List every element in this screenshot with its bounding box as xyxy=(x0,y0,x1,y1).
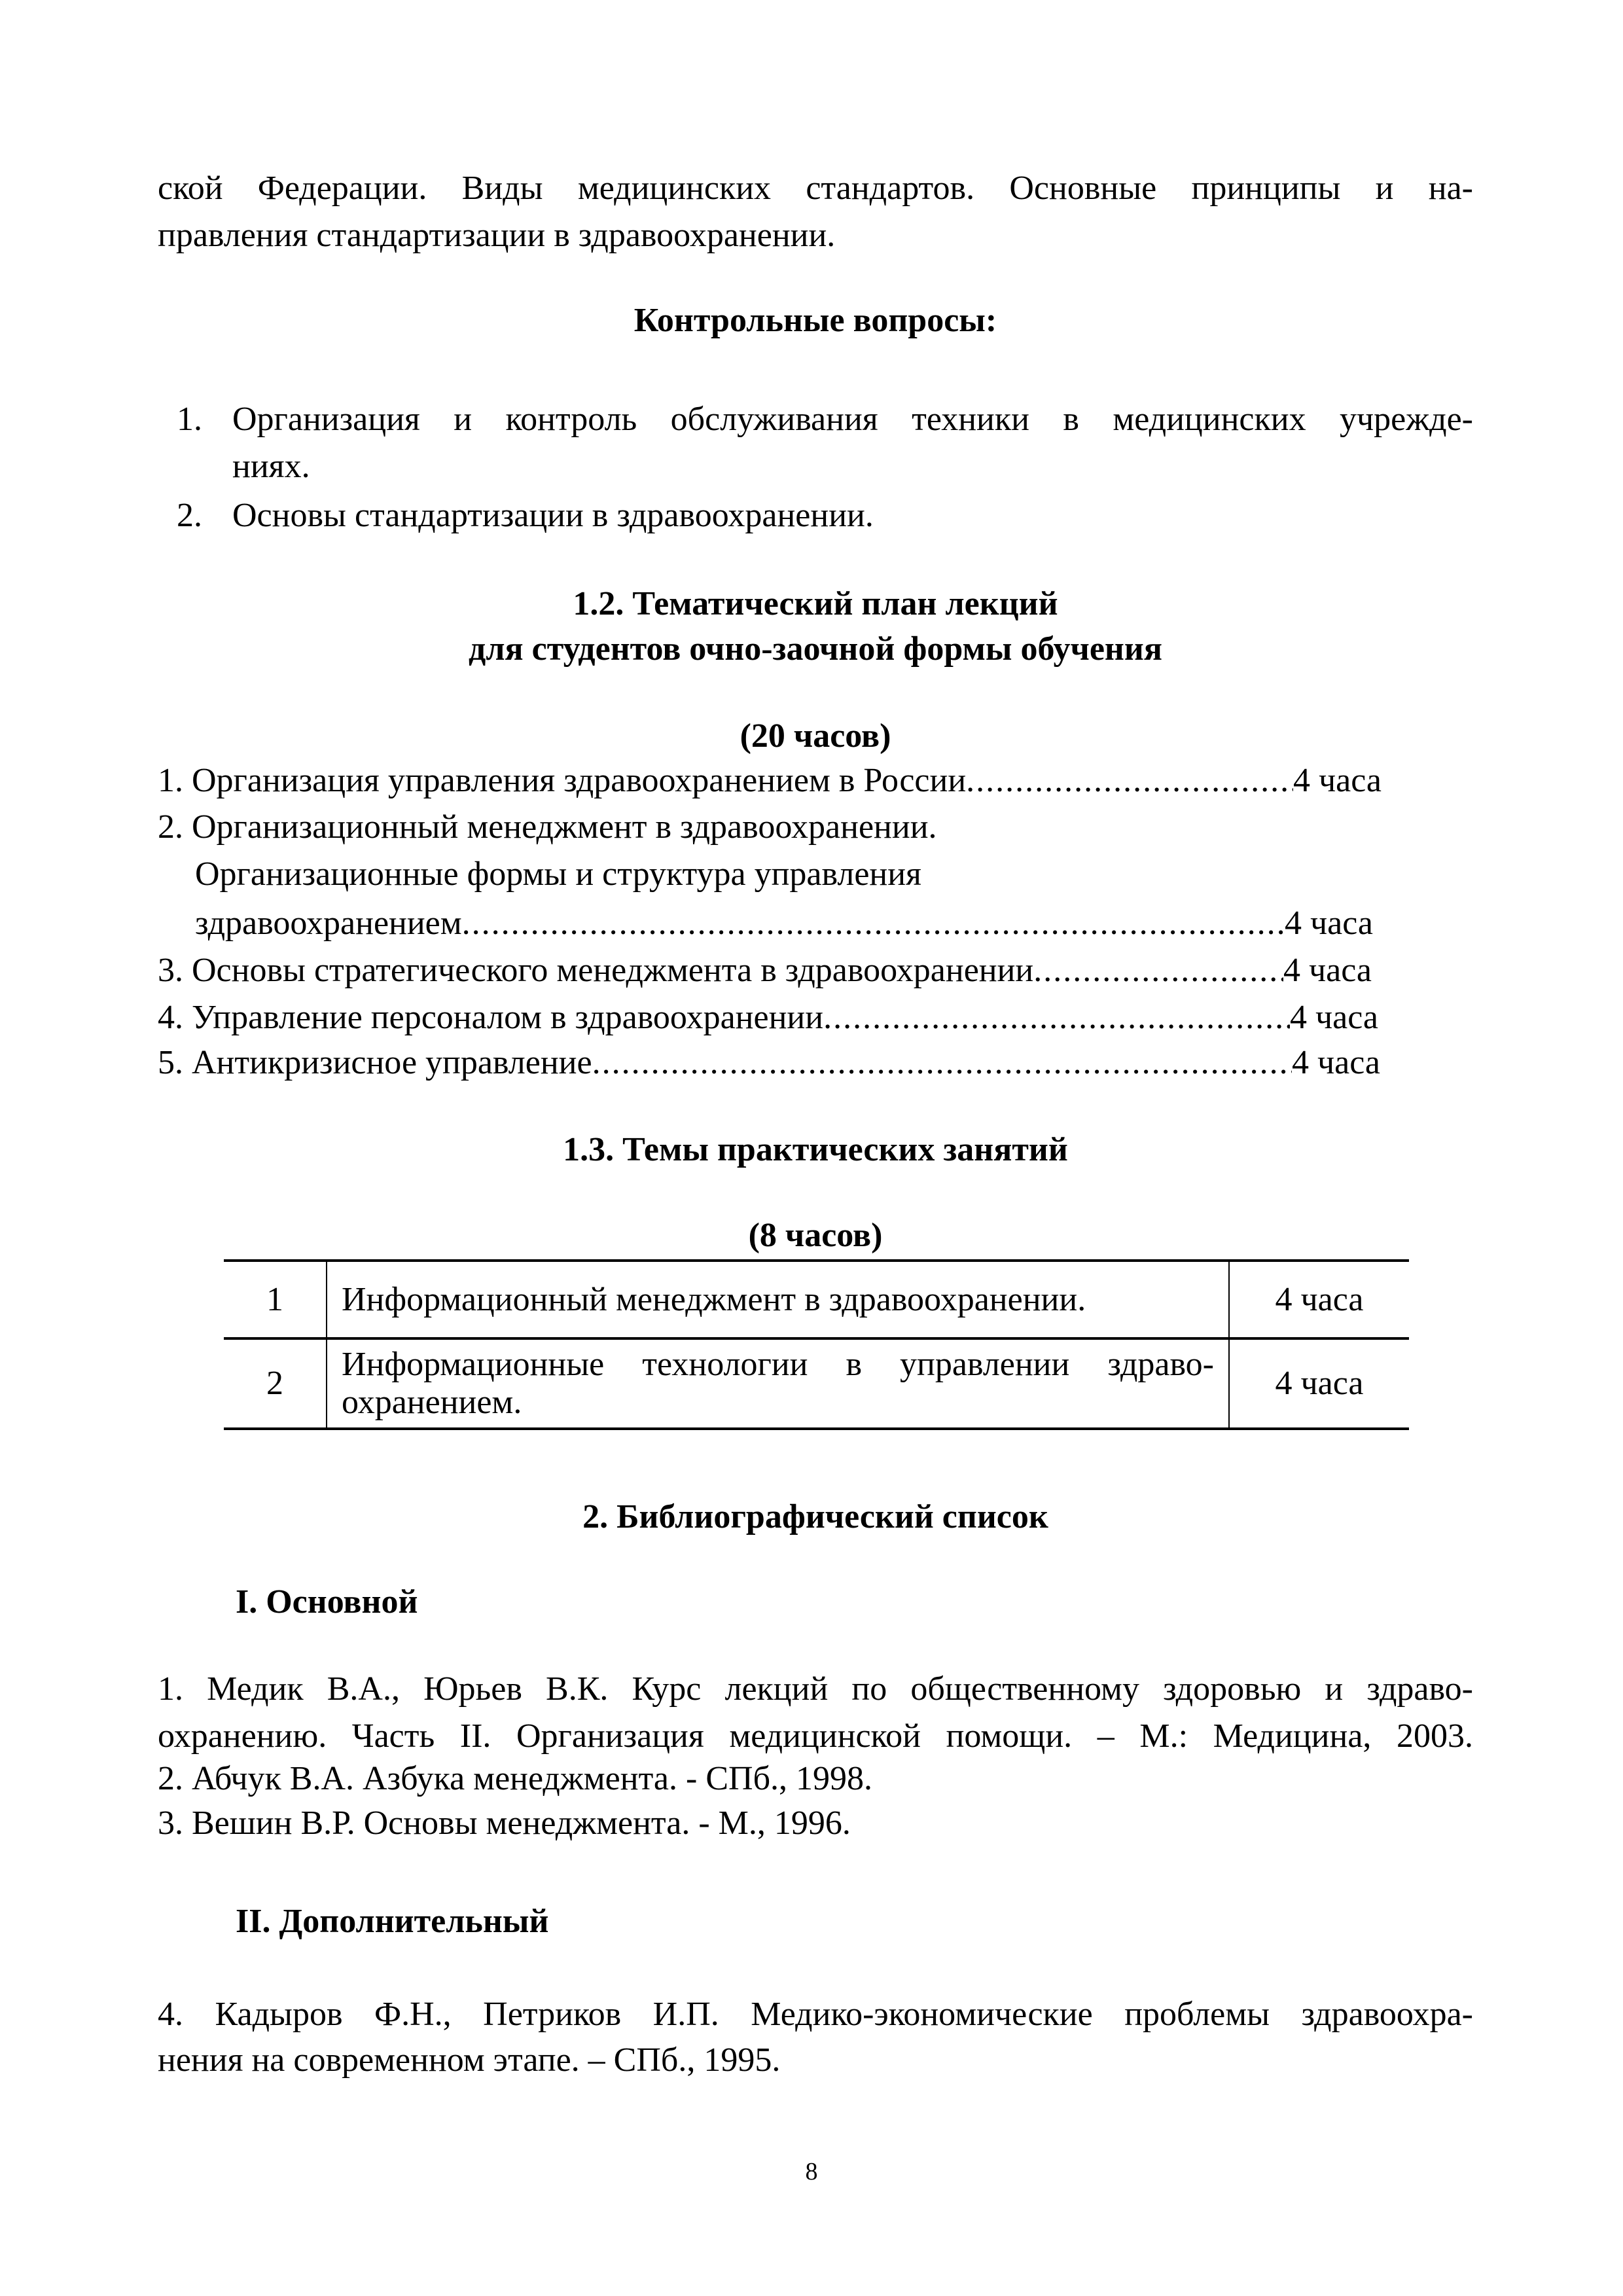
dot-leader xyxy=(1033,951,1283,990)
section-heading: 1.2. Тематический план лекций xyxy=(573,585,1058,622)
list-number: 1. xyxy=(177,401,202,438)
lecture-hours: 4 часа xyxy=(1293,762,1382,799)
row-number: 2 xyxy=(224,1338,327,1429)
list-number: 2. xyxy=(177,497,202,534)
lecture-item: Организационные формы и структура управления xyxy=(195,855,921,893)
intro-line: правления стандартизации в здравоохранении. xyxy=(158,217,836,254)
intro-line: ской Федерации. Виды медицинских стандартов. Основные принципы и на- xyxy=(158,170,1473,207)
list-item: Организация и контроль обслуживания техники в медицинских учрежде- xyxy=(232,401,1473,438)
row-number: 1 xyxy=(224,1261,327,1338)
row-hours: 4 часа xyxy=(1229,1261,1409,1338)
lecture-item xyxy=(158,1043,1380,1083)
lecture-item: 2. Организационный менеджмент в здравоохранении. xyxy=(158,808,937,846)
row-topic: Информационный менеджмент в здравоохранении. xyxy=(327,1261,1229,1338)
lecture-title: 4. Управление персоналом в здравоохранении xyxy=(158,999,824,1036)
bibliography-entry: 3. Вешин В.Р. Основы менеджмента. - М., 1996. xyxy=(158,1804,851,1842)
practice-table xyxy=(224,1259,1409,1430)
lecture-title: 1. Организация управления здравоохранением в России xyxy=(158,762,967,799)
lecture-title: здравоохранением xyxy=(195,905,462,942)
lecture-hours: 4 часа xyxy=(1283,952,1372,989)
bibliography-main-heading: I. Основной xyxy=(236,1583,418,1621)
bibliography-entry: нения на современном этапе. – СПб., 1995. xyxy=(158,2041,781,2079)
lecture-item xyxy=(195,904,1373,943)
row-hours: 4 часа xyxy=(1229,1338,1409,1429)
bibliography-entry: охранению. Часть II. Организация медицинской помощи. – М.: Медицина, 2003. xyxy=(158,1717,1473,1755)
lecture-item xyxy=(158,998,1378,1037)
bibliography-extra-heading: II. Дополнительный xyxy=(236,1903,549,1940)
dot-leader xyxy=(823,998,1290,1037)
lecture-hours: 4 часа xyxy=(1284,905,1373,942)
dot-leader xyxy=(462,904,1285,943)
lecture-title: 3. Основы стратегического менеджмента в здравоохранении xyxy=(158,952,1034,989)
dot-leader xyxy=(966,761,1293,800)
control-questions-heading: Контрольные вопросы: xyxy=(633,302,997,339)
section-subheading: для студентов очно-заочной формы обучения xyxy=(469,630,1162,668)
row-topic: Информационные технологии в управлении здраво-охранением. xyxy=(327,1338,1229,1429)
lecture-item xyxy=(158,761,1382,800)
dot-leader xyxy=(592,1043,1292,1083)
table-row xyxy=(224,1338,1409,1429)
table-row xyxy=(224,1261,1409,1338)
section-heading: 1.3. Темы практических занятий xyxy=(563,1131,1068,1168)
bibliography-entry: 2. Абчук В.А. Азбука менеджмента. - СПб., 1998. xyxy=(158,1760,873,1797)
hours-heading: (8 часов) xyxy=(748,1217,883,1254)
page-number: 8 xyxy=(805,2158,818,2185)
lecture-hours: 4 часа xyxy=(1289,999,1378,1036)
lecture-hours: 4 часа xyxy=(1291,1044,1380,1081)
lecture-item xyxy=(158,951,1372,990)
lecture-title: 5. Антикризисное управление xyxy=(158,1044,592,1081)
bibliography-entry: 4. Кадыров Ф.Н., Петриков И.П. Медико-экономические проблемы здравоохра- xyxy=(158,1996,1473,2033)
list-item: Основы стандартизации в здравоохранении. xyxy=(232,497,874,534)
bibliography-entry: 1. Медик В.А., Юрьев В.К. Курс лекций по общественному здоровью и здраво- xyxy=(158,1670,1473,1708)
hours-heading: (20 часов) xyxy=(740,717,891,755)
list-item: ниях. xyxy=(232,448,310,485)
bibliography-heading: 2. Библиографический список xyxy=(582,1498,1048,1535)
